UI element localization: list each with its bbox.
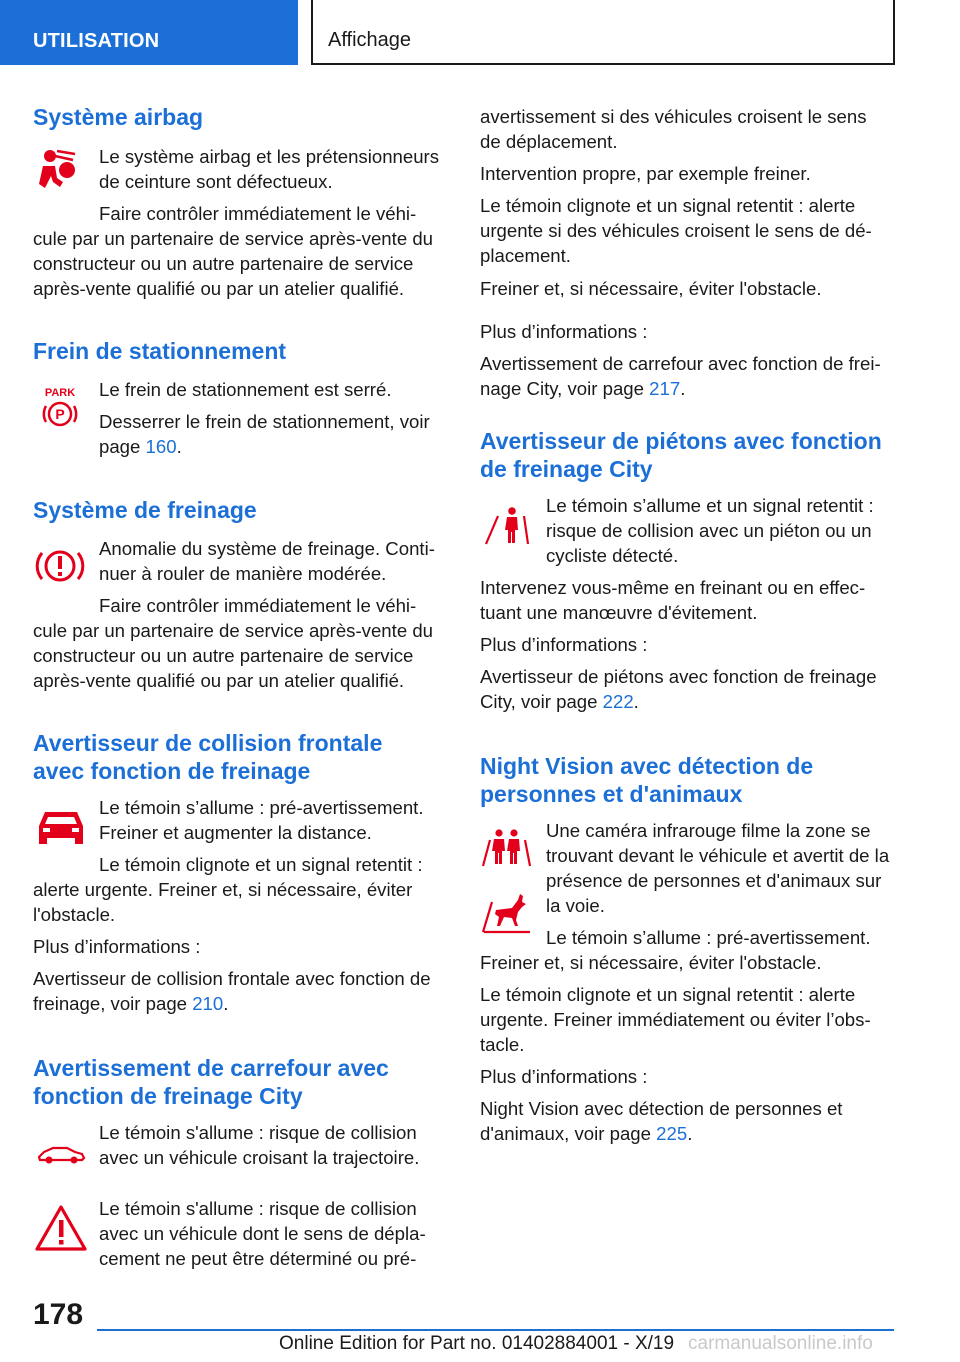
crossing-cont-8: Plus d’informations : bbox=[480, 321, 648, 342]
brake-text-1: Anomalie du système de freinage. Conti- bbox=[99, 538, 435, 559]
heading-parking-brake: Frein de stationnement bbox=[33, 338, 287, 364]
nv-text-1: Une caméra infrarouge filme la zone se bbox=[546, 820, 871, 841]
brake-text-5: constructeur ou un autre partenaire de service bbox=[33, 645, 414, 666]
nv-text-8: urgente. Freiner immédiatement ou éviter l’obs- bbox=[480, 1009, 871, 1030]
crossing-text-5: cement ne peut être déterminé ou pré- bbox=[99, 1248, 417, 1269]
brake-system-icon bbox=[35, 545, 85, 587]
watermark: carmanualsonline.info bbox=[688, 1333, 873, 1354]
nv-text-5: Le témoin s’allume : pré-avertissement. bbox=[546, 927, 871, 948]
heading-pedestrian-warning-1: Avertisseur de piétons avec fonction bbox=[480, 428, 882, 454]
nv-text-4: la voie. bbox=[546, 895, 605, 916]
ped-text-5: tuant une manœuvre d'évitement. bbox=[480, 602, 758, 623]
persons-warning-icon bbox=[482, 828, 532, 870]
nv-text-2: trouvant devant le véhicule et avertit de la bbox=[546, 845, 890, 866]
crossing-text-2: avec un véhicule croisant la trajectoire. bbox=[99, 1147, 420, 1168]
collision-text-4: alerte urgente. Freiner et, si nécessaire, éviter bbox=[33, 879, 413, 900]
heading-frontal-collision-2: avec fonction de freinage bbox=[33, 758, 311, 784]
footer-divider bbox=[97, 1329, 894, 1331]
heading-crossing-warning-2: fonction de freinage City bbox=[33, 1083, 303, 1109]
brake-text-2: nuer à rouler de manière modérée. bbox=[99, 563, 387, 584]
warning-triangle-icon bbox=[34, 1203, 88, 1253]
page-link-210[interactable]: 210 bbox=[192, 993, 224, 1014]
ped-text-3: cycliste détecté. bbox=[546, 545, 679, 566]
crossing-cont-4: Le témoin clignote et un signal retentit : alerte bbox=[480, 195, 856, 216]
heading-night-vision-2: personnes et d'animaux bbox=[480, 781, 743, 807]
heading-pedestrian-warning-2: de freinage City bbox=[480, 456, 653, 482]
airbag-text-1: Le système airbag et les prétensionneurs bbox=[99, 146, 440, 167]
park-letter: P bbox=[55, 406, 65, 422]
park-label: PARK bbox=[44, 387, 76, 399]
nv-text-9: tacle. bbox=[480, 1034, 525, 1055]
airbag-warning-icon bbox=[33, 148, 77, 196]
brake-text-6: après-vente qualifié ou par un atelier qualifié. bbox=[33, 670, 405, 691]
heading-night-vision-1: Night Vision avec détection de bbox=[480, 753, 814, 779]
nv-text-3: présence de personnes et d'animaux sur bbox=[546, 870, 882, 891]
crossing-cont-1: avertissement si des véhicules croisent le sens bbox=[480, 106, 867, 127]
chapter-title: Affichage bbox=[328, 29, 412, 51]
heading-crossing-warning-1: Avertissement de carrefour avec bbox=[33, 1055, 389, 1081]
crossing-text-1: Le témoin s'allume : risque de collision bbox=[99, 1122, 417, 1143]
ped-text-8: City, voir page 222. bbox=[480, 691, 639, 712]
brake-text-3: Faire contrôler immédiatement le véhi- bbox=[99, 595, 417, 616]
ped-text-6: Plus d’informations : bbox=[480, 634, 648, 655]
crossing-cont-2: de déplacement. bbox=[480, 131, 618, 152]
crossing-cont-9: Avertissement de carrefour avec fonction de frei- bbox=[480, 353, 881, 374]
animal-warning-icon bbox=[482, 890, 532, 934]
ped-text-1: Le témoin s’allume et un signal retentit : bbox=[546, 495, 874, 516]
brake-text-4: cule par un partenaire de service après-vente du bbox=[33, 620, 434, 641]
airbag-text-2: de ceinture sont défectueux. bbox=[99, 171, 333, 192]
crossing-car-icon bbox=[36, 1142, 86, 1166]
section-title: UTILISATION bbox=[33, 30, 160, 52]
crossing-cont-10: nage City, voir page 217. bbox=[480, 378, 686, 399]
airbag-text-3: Faire contrôler immédiatement le véhi- bbox=[99, 203, 417, 224]
heading-frontal-collision-1: Avertisseur de collision frontale bbox=[33, 730, 383, 756]
crossing-cont-6: placement. bbox=[480, 245, 571, 266]
section-tab bbox=[0, 0, 298, 65]
collision-car-icon bbox=[35, 806, 87, 846]
heading-airbag: Système airbag bbox=[33, 104, 204, 130]
park-text-2: Desserrer le frein de stationnement, voir bbox=[99, 411, 430, 432]
park-text-1: Le frein de stationnement est serré. bbox=[99, 379, 392, 400]
edition-text: Online Edition for Part no. 01402884001 - X/19 bbox=[279, 1333, 675, 1354]
collision-text-7: Avertisseur de collision frontale avec fonction de bbox=[33, 968, 431, 989]
collision-text-2: Freiner et augmenter la distance. bbox=[99, 822, 372, 843]
ped-text-4: Intervenez vous-même en freinant ou en effec- bbox=[480, 577, 866, 598]
ped-text-7: Avertisseur de piétons avec fonction de freinage bbox=[480, 666, 877, 687]
parking-brake-icon bbox=[39, 385, 81, 429]
nv-text-10: Plus d’informations : bbox=[480, 1066, 648, 1087]
airbag-text-4: cule par un partenaire de service après-vente du bbox=[33, 228, 434, 249]
collision-text-5: l'obstacle. bbox=[33, 904, 116, 925]
page-link-225[interactable]: 225 bbox=[656, 1123, 688, 1144]
pedestrian-warning-icon bbox=[484, 506, 530, 546]
park-text-3: page 160. bbox=[99, 436, 182, 457]
nv-text-7: Le témoin clignote et un signal retentit : alerte bbox=[480, 984, 856, 1005]
collision-text-3: Le témoin clignote et un signal retentit : bbox=[99, 854, 423, 875]
ped-text-2: risque de collision avec un piéton ou un bbox=[546, 520, 872, 541]
crossing-text-3: Le témoin s'allume : risque de collision bbox=[99, 1198, 417, 1219]
collision-text-8: freinage, voir page 210. bbox=[33, 993, 229, 1014]
airbag-text-6: après-vente qualifié ou par un atelier qualifié. bbox=[33, 278, 405, 299]
nv-text-12: d'animaux, voir page 225. bbox=[480, 1123, 693, 1144]
crossing-cont-7: Freiner et, si nécessaire, éviter l'obstacle. bbox=[480, 278, 822, 299]
heading-brake-system: Système de freinage bbox=[33, 497, 257, 523]
crossing-text-4: avec un véhicule dont le sens de dépla- bbox=[99, 1223, 426, 1244]
crossing-cont-3: Intervention propre, par exemple freiner. bbox=[480, 163, 811, 184]
page-link-160[interactable]: 160 bbox=[145, 436, 177, 457]
page-number: 178 bbox=[33, 1298, 84, 1331]
collision-text-1: Le témoin s’allume : pré-avertissement. bbox=[99, 797, 424, 818]
crossing-cont-5: urgente si des véhicules croisent le sens de dé- bbox=[480, 220, 872, 241]
page-link-222[interactable]: 222 bbox=[602, 691, 634, 712]
collision-text-6: Plus d’informations : bbox=[33, 936, 201, 957]
page-link-217[interactable]: 217 bbox=[649, 378, 681, 399]
chapter-tab bbox=[311, 0, 895, 65]
nv-text-6: Freiner et, si nécessaire, éviter l'obstacle. bbox=[480, 952, 822, 973]
nv-text-11: Night Vision avec détection de personnes et bbox=[480, 1098, 843, 1119]
airbag-text-5: constructeur ou un autre partenaire de service bbox=[33, 253, 414, 274]
